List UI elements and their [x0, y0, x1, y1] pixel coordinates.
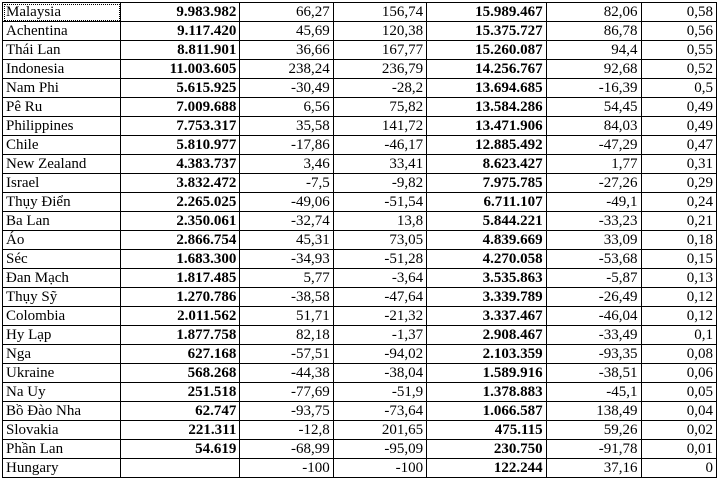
value-cell[interactable]: 4.270.058: [427, 250, 546, 269]
value-cell[interactable]: 2.103.359: [427, 345, 546, 364]
table-row: [3, 288, 717, 307]
value-cell[interactable]: 0,29: [641, 174, 716, 193]
value-cell[interactable]: -46,17: [333, 136, 426, 155]
value-cell[interactable]: -100: [240, 459, 333, 478]
value-cell[interactable]: 0,21: [641, 212, 716, 231]
value-cell[interactable]: -34,93: [240, 250, 333, 269]
table-row: [3, 440, 717, 459]
country-cell[interactable]: Na Uy: [3, 383, 121, 402]
value-cell[interactable]: 3.337.467: [427, 307, 546, 326]
value-cell[interactable]: 11.003.605: [121, 60, 240, 79]
value-cell[interactable]: -46,04: [546, 307, 641, 326]
value-cell[interactable]: 0,24: [641, 193, 716, 212]
value-cell[interactable]: 236,79: [333, 60, 426, 79]
value-cell[interactable]: 1.877.758: [121, 326, 240, 345]
value-cell[interactable]: 0,49: [641, 117, 716, 136]
value-cell[interactable]: 9.983.982: [121, 3, 240, 22]
value-cell[interactable]: 54.619: [121, 440, 240, 459]
table-row: [3, 307, 717, 326]
country-cell[interactable]: Pê Ru: [3, 98, 121, 117]
value-cell[interactable]: 0,15: [641, 250, 716, 269]
value-cell[interactable]: 0,58: [641, 3, 716, 22]
value-cell[interactable]: 3.832.472: [121, 174, 240, 193]
country-cell[interactable]: Bồ Đào Nha: [3, 402, 121, 421]
value-cell[interactable]: 66,27: [240, 3, 333, 22]
value-cell[interactable]: -38,04: [333, 364, 426, 383]
value-cell[interactable]: 3.339.789: [427, 288, 546, 307]
table-row: [3, 155, 717, 174]
value-cell[interactable]: 251.518: [121, 383, 240, 402]
country-cell[interactable]: Malaysia: [3, 3, 121, 22]
value-cell[interactable]: 0,02: [641, 421, 716, 440]
value-cell[interactable]: 1.270.786: [121, 288, 240, 307]
value-cell[interactable]: -77,69: [240, 383, 333, 402]
value-cell[interactable]: -9,82: [333, 174, 426, 193]
value-cell[interactable]: 4.383.737: [121, 155, 240, 174]
value-cell[interactable]: 1.378.883: [427, 383, 546, 402]
value-cell[interactable]: -17,86: [240, 136, 333, 155]
value-cell[interactable]: 51,71: [240, 307, 333, 326]
value-cell[interactable]: -93,35: [546, 345, 641, 364]
table-body: [3, 3, 717, 478]
table-row: [3, 231, 717, 250]
table-row: [3, 79, 717, 98]
value-cell[interactable]: 167,77: [333, 41, 426, 60]
value-cell[interactable]: 36,66: [240, 41, 333, 60]
value-cell[interactable]: -27,26: [546, 174, 641, 193]
value-cell[interactable]: -7,5: [240, 174, 333, 193]
value-cell[interactable]: 94,4: [546, 41, 641, 60]
table-row: [3, 174, 717, 193]
value-cell[interactable]: -45,1: [546, 383, 641, 402]
value-cell[interactable]: 1.683.300: [121, 250, 240, 269]
value-cell[interactable]: -38,58: [240, 288, 333, 307]
value-cell[interactable]: 73,05: [333, 231, 426, 250]
value-cell[interactable]: 0,47: [641, 136, 716, 155]
value-cell[interactable]: -51,9: [333, 383, 426, 402]
value-cell[interactable]: 86,78: [546, 22, 641, 41]
value-cell[interactable]: 13.694.685: [427, 79, 546, 98]
value-cell[interactable]: -30,49: [240, 79, 333, 98]
value-cell[interactable]: 14.256.767: [427, 60, 546, 79]
value-cell[interactable]: 201,65: [333, 421, 426, 440]
value-cell[interactable]: -51,28: [333, 250, 426, 269]
value-cell[interactable]: 45,31: [240, 231, 333, 250]
value-cell[interactable]: 37,16: [546, 459, 641, 478]
value-cell[interactable]: -94,02: [333, 345, 426, 364]
value-cell[interactable]: 45,69: [240, 22, 333, 41]
value-cell[interactable]: 120,38: [333, 22, 426, 41]
value-cell[interactable]: 5.810.977: [121, 136, 240, 155]
value-cell[interactable]: 238,24: [240, 60, 333, 79]
country-cell[interactable]: Séc: [3, 250, 121, 269]
value-cell[interactable]: -95,09: [333, 440, 426, 459]
value-cell[interactable]: 15.260.087: [427, 41, 546, 60]
value-cell[interactable]: 15.989.467: [427, 3, 546, 22]
value-cell[interactable]: 0,05: [641, 383, 716, 402]
value-cell[interactable]: -21,32: [333, 307, 426, 326]
country-cell[interactable]: Achentina: [3, 22, 121, 41]
value-cell[interactable]: 8.623.427: [427, 155, 546, 174]
value-cell[interactable]: 3,46: [240, 155, 333, 174]
value-cell[interactable]: 13,8: [333, 212, 426, 231]
country-cell[interactable]: Hungary: [3, 459, 121, 478]
value-cell[interactable]: 122.244: [427, 459, 546, 478]
value-cell[interactable]: 5.615.925: [121, 79, 240, 98]
value-cell[interactable]: -68,99: [240, 440, 333, 459]
table-row: [3, 250, 717, 269]
value-cell[interactable]: 7.009.688: [121, 98, 240, 117]
value-cell[interactable]: 75,82: [333, 98, 426, 117]
value-cell[interactable]: -26,49: [546, 288, 641, 307]
value-cell[interactable]: -91,78: [546, 440, 641, 459]
value-cell[interactable]: 0,01: [641, 440, 716, 459]
value-cell[interactable]: -12,8: [240, 421, 333, 440]
country-cell[interactable]: Thụy Sỹ: [3, 288, 121, 307]
value-cell[interactable]: 0,1: [641, 326, 716, 345]
value-cell[interactable]: 82,18: [240, 326, 333, 345]
value-cell[interactable]: 3.535.863: [427, 269, 546, 288]
value-cell[interactable]: -5,87: [546, 269, 641, 288]
value-cell[interactable]: 141,72: [333, 117, 426, 136]
value-cell[interactable]: -47,29: [546, 136, 641, 155]
value-cell[interactable]: 1.817.485: [121, 269, 240, 288]
value-cell[interactable]: 6.711.107: [427, 193, 546, 212]
country-cell[interactable]: Philippines: [3, 117, 121, 136]
value-cell[interactable]: 0,55: [641, 41, 716, 60]
value-cell[interactable]: 4.839.669: [427, 231, 546, 250]
country-cell[interactable]: Chile: [3, 136, 121, 155]
value-cell[interactable]: 2.866.754: [121, 231, 240, 250]
value-cell[interactable]: 33,09: [546, 231, 641, 250]
country-cell[interactable]: Hy Lạp: [3, 326, 121, 345]
value-cell[interactable]: 0,31: [641, 155, 716, 174]
value-cell[interactable]: 82,06: [546, 3, 641, 22]
value-cell[interactable]: -32,74: [240, 212, 333, 231]
table-row: [3, 364, 717, 383]
value-cell[interactable]: 12.885.492: [427, 136, 546, 155]
value-cell[interactable]: -51,54: [333, 193, 426, 212]
country-cell[interactable]: Colombia: [3, 307, 121, 326]
table-row: [3, 212, 717, 231]
table-row: [3, 269, 717, 288]
value-cell[interactable]: 5,77: [240, 269, 333, 288]
value-cell[interactable]: 0,52: [641, 60, 716, 79]
table-row: [3, 98, 717, 117]
value-cell[interactable]: -1,37: [333, 326, 426, 345]
value-cell[interactable]: 54,45: [546, 98, 641, 117]
value-cell[interactable]: 0,08: [641, 345, 716, 364]
value-cell[interactable]: 13.584.286: [427, 98, 546, 117]
value-cell[interactable]: -93,75: [240, 402, 333, 421]
value-cell[interactable]: -33,49: [546, 326, 641, 345]
value-cell[interactable]: 0,04: [641, 402, 716, 421]
country-cell[interactable]: Phần Lan: [3, 440, 121, 459]
value-cell[interactable]: 0,18: [641, 231, 716, 250]
value-cell[interactable]: 62.747: [121, 402, 240, 421]
value-cell[interactable]: -33,23: [546, 212, 641, 231]
table-row: [3, 326, 717, 345]
country-cell[interactable]: Slovakia: [3, 421, 121, 440]
value-cell[interactable]: 1.066.587: [427, 402, 546, 421]
country-cell[interactable]: Nga: [3, 345, 121, 364]
value-cell[interactable]: 0,12: [641, 307, 716, 326]
country-cell[interactable]: Indonesia: [3, 60, 121, 79]
value-cell[interactable]: 2.350.061: [121, 212, 240, 231]
value-cell[interactable]: 35,58: [240, 117, 333, 136]
table-row: [3, 459, 717, 478]
country-cell[interactable]: Ba Lan: [3, 212, 121, 231]
country-cell[interactable]: Áo: [3, 231, 121, 250]
country-cell[interactable]: Đan Mạch: [3, 269, 121, 288]
value-cell[interactable]: 221.311: [121, 421, 240, 440]
value-cell[interactable]: 0,06: [641, 364, 716, 383]
value-cell[interactable]: 0,49: [641, 98, 716, 117]
value-cell[interactable]: 15.375.727: [427, 22, 546, 41]
value-cell[interactable]: 0,56: [641, 22, 716, 41]
value-cell[interactable]: -57,51: [240, 345, 333, 364]
value-cell[interactable]: 7.753.317: [121, 117, 240, 136]
value-cell[interactable]: 138,49: [546, 402, 641, 421]
value-cell[interactable]: 92,68: [546, 60, 641, 79]
value-cell[interactable]: -16,39: [546, 79, 641, 98]
value-cell[interactable]: 7.975.785: [427, 174, 546, 193]
value-cell[interactable]: 156,74: [333, 3, 426, 22]
value-cell[interactable]: -53,68: [546, 250, 641, 269]
value-cell[interactable]: 2.011.562: [121, 307, 240, 326]
value-cell[interactable]: 6,56: [240, 98, 333, 117]
value-cell[interactable]: -44,38: [240, 364, 333, 383]
value-cell[interactable]: 2.265.025: [121, 193, 240, 212]
table-row: [3, 136, 717, 155]
table-row: [3, 3, 717, 22]
value-cell[interactable]: -38,51: [546, 364, 641, 383]
table-row: [3, 402, 717, 421]
country-cell[interactable]: Israel: [3, 174, 121, 193]
country-cell[interactable]: Thụy Điển: [3, 193, 121, 212]
value-cell[interactable]: 1,77: [546, 155, 641, 174]
table-row: [3, 345, 717, 364]
value-cell[interactable]: 9.117.420: [121, 22, 240, 41]
value-cell[interactable]: 0,12: [641, 288, 716, 307]
value-cell[interactable]: [121, 459, 240, 478]
value-cell[interactable]: 2.908.467: [427, 326, 546, 345]
value-cell[interactable]: 627.168: [121, 345, 240, 364]
value-cell[interactable]: 0,5: [641, 79, 716, 98]
value-cell[interactable]: 568.268: [121, 364, 240, 383]
country-cell[interactable]: Thái Lan: [3, 41, 121, 60]
value-cell[interactable]: 59,26: [546, 421, 641, 440]
value-cell[interactable]: 0,13: [641, 269, 716, 288]
value-cell[interactable]: 5.844.221: [427, 212, 546, 231]
value-cell[interactable]: -47,64: [333, 288, 426, 307]
value-cell[interactable]: 0: [641, 459, 716, 478]
value-cell[interactable]: -100: [333, 459, 426, 478]
value-cell[interactable]: -28,2: [333, 79, 426, 98]
country-cell[interactable]: Ukraine: [3, 364, 121, 383]
value-cell[interactable]: -73,64: [333, 402, 426, 421]
value-cell[interactable]: -49,1: [546, 193, 641, 212]
value-cell[interactable]: 475.115: [427, 421, 546, 440]
data-table: [2, 2, 717, 478]
country-cell[interactable]: New Zealand: [3, 155, 121, 174]
value-cell[interactable]: 84,03: [546, 117, 641, 136]
table-row: [3, 22, 717, 41]
table-row: [3, 41, 717, 60]
table-row: [3, 383, 717, 402]
value-cell[interactable]: 1.589.916: [427, 364, 546, 383]
table-row: [3, 117, 717, 136]
value-cell[interactable]: 13.471.906: [427, 117, 546, 136]
country-cell[interactable]: Nam Phi: [3, 79, 121, 98]
table-row: [3, 421, 717, 440]
value-cell[interactable]: -3,64: [333, 269, 426, 288]
table-row: [3, 60, 717, 79]
value-cell[interactable]: -49,06: [240, 193, 333, 212]
value-cell[interactable]: 33,41: [333, 155, 426, 174]
table-row: [3, 193, 717, 212]
value-cell[interactable]: 8.811.901: [121, 41, 240, 60]
value-cell[interactable]: 230.750: [427, 440, 546, 459]
